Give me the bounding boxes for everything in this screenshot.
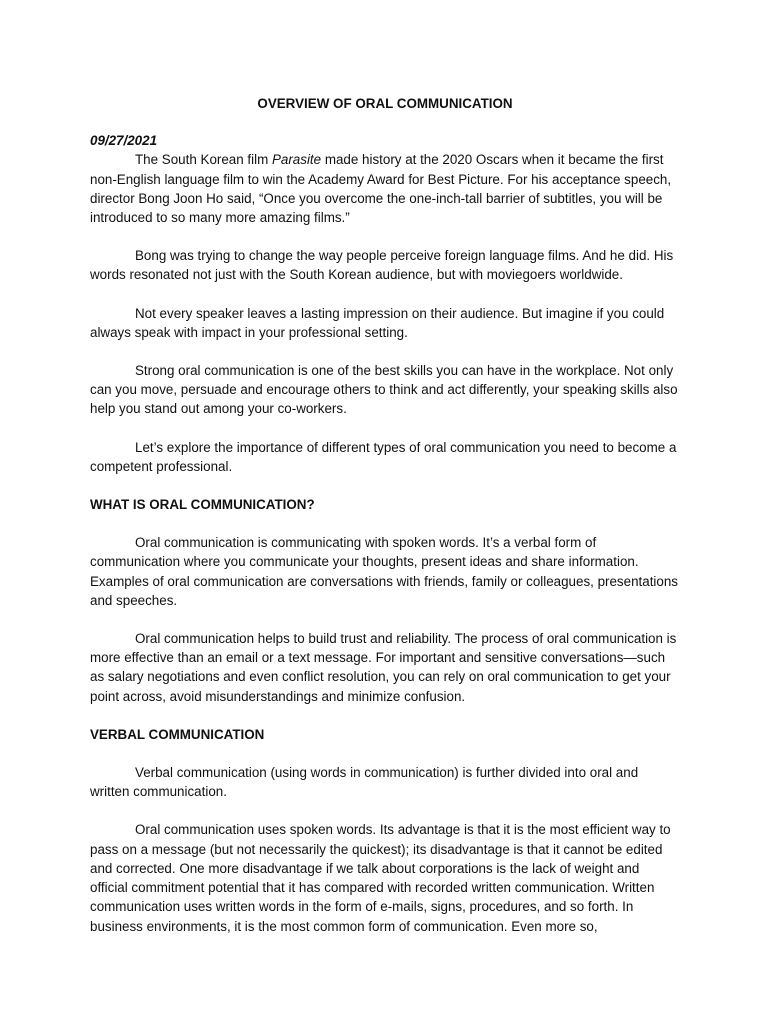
section-heading-verbal: VERBAL COMMUNICATION <box>90 726 265 742</box>
intro-paragraph-1 <box>90 150 680 227</box>
oral-paragraph-1: Oral communication is communicating with spoken words. It’s a verbal form of communication where you communicate your thoughts, present ideas and share information. Examples of oral communication are conversations with friends, family or colleagues, presentations and speeches. <box>90 535 678 608</box>
intro-paragraph-5: Let’s explore the importance of different types of oral communication you need to become a competent professional. <box>90 439 677 474</box>
document-date: 09/27/2021 <box>90 133 158 149</box>
intro-p1-after: made history at the 2020 Oscars when it became the first non-English language film to win the Academy Award for Best Picture. For his acceptance speech, director Bong Joon Ho said, “Once you overcome the one-inch-tall barrier of subtitles, you will be introduced to so many more amazing films.” <box>90 152 672 226</box>
verbal-paragraph-2: Oral communication uses spoken words. Its advantage is that it is the most efficient way to pass on a message (but not necessarily the quickest); its disadvantage is that it cannot be edited and corrected. One more disadvantage if we talk about corporations is the lack of weight and official commitment potential that it has compared with recorded written communication. Written communication uses written words in the form of e-mails, signs, procedures, and so forth. In business environments, it is the most common form of communication. Even more so, <box>90 822 671 934</box>
intro-paragraph-3: Not every speaker leaves a lasting impression on their audience. But imagine if you could always speak with impact in your professional setting. <box>90 305 665 340</box>
oral-paragraph-2: Oral communication helps to build trust and reliability. The process of oral communication is more effective than an email or a text message. For important and sensitive conversations—such as salary negotiations and even conflict resolution, you can rely on oral communication to get your point across, avoid misunderstandings and minimize confusion. <box>90 631 677 704</box>
document-title: OVERVIEW OF ORAL COMMUNICATION <box>257 96 513 111</box>
intro-p1-before: The South Korean film <box>135 152 272 168</box>
section-heading-oral: WHAT IS ORAL COMMUNICATION? <box>90 497 315 513</box>
verbal-paragraph-1: Verbal communication (using words in communication) is further divided into oral and written communication. <box>90 765 639 800</box>
intro-paragraph-2: Bong was trying to change the way people perceive foreign language films. And he did. His words resonated not just with the South Korean audience, but with moviegoers worldwide. <box>90 248 674 283</box>
intro-paragraph-4: Strong oral communication is one of the best skills you can have in the workplace. Not only can you move, persuade and encourage others to think and act differently, your speaking skills also help you stand out among your co-workers. <box>90 363 678 417</box>
film-title: Parasite <box>271 152 322 168</box>
